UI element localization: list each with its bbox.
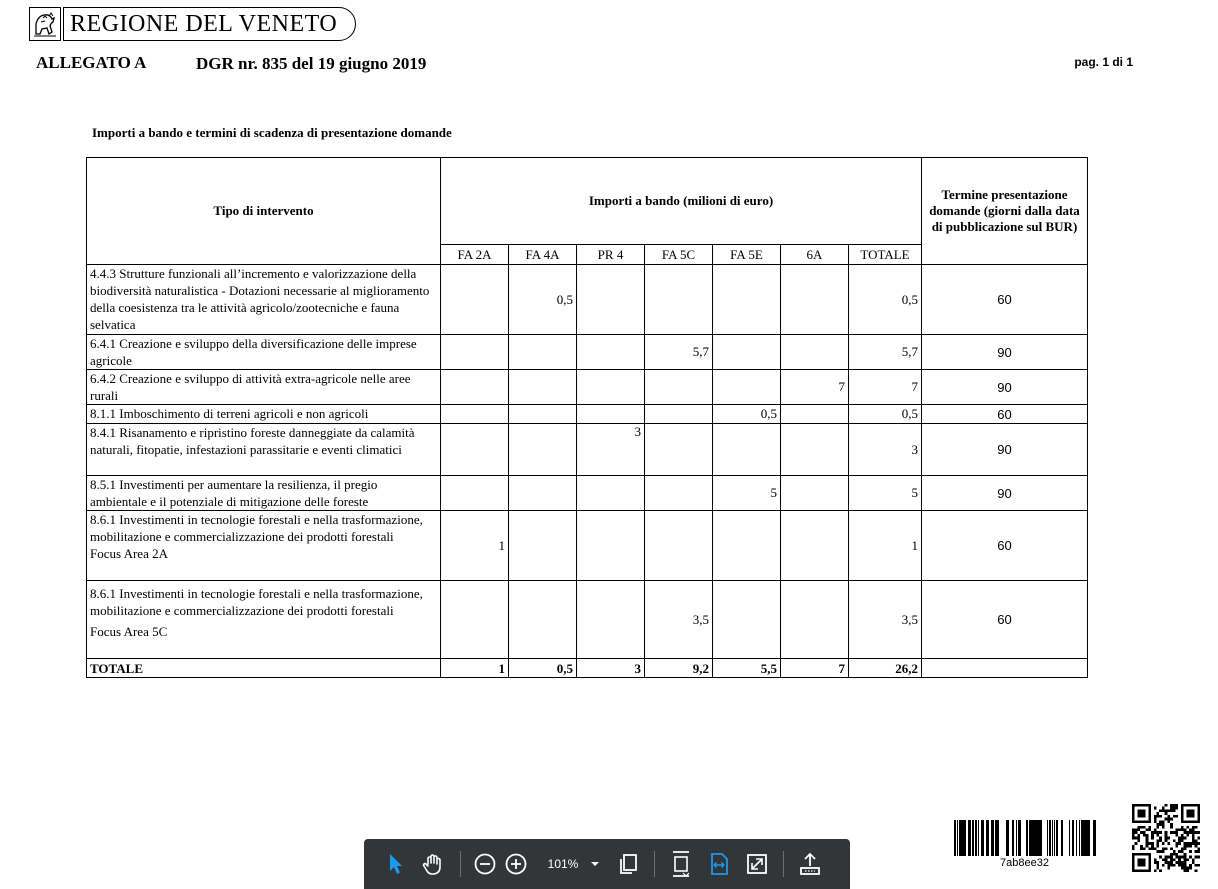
row-total: 3 bbox=[849, 424, 922, 476]
zoom-out-icon[interactable] bbox=[473, 853, 497, 875]
row-termine: 60 bbox=[922, 581, 1088, 659]
value-cell bbox=[781, 335, 849, 370]
value-cell bbox=[441, 265, 509, 335]
barcode-image bbox=[952, 820, 1097, 856]
totals-label: TOTALE bbox=[87, 659, 441, 678]
value-cell: 1 bbox=[441, 511, 509, 581]
barcode-text: 7ab8ee32 bbox=[1000, 857, 1049, 869]
row-total: 7 bbox=[849, 370, 922, 405]
value-cell bbox=[713, 370, 781, 405]
value-cell: 5 bbox=[713, 476, 781, 511]
cursor-icon[interactable] bbox=[382, 853, 410, 875]
regione-veneto-logo bbox=[29, 7, 356, 41]
value-cell bbox=[577, 370, 645, 405]
allegato-label: ALLEGATO A bbox=[36, 53, 147, 72]
value-cell bbox=[577, 511, 645, 581]
value-cell bbox=[713, 424, 781, 476]
toolbar-divider bbox=[783, 851, 784, 877]
row-description bbox=[87, 511, 441, 581]
row-termine: 90 bbox=[922, 424, 1088, 476]
dgr-reference: DGR nr. 835 del 19 giugno 2019 bbox=[196, 54, 427, 73]
value-cell: 0,5 bbox=[713, 405, 781, 424]
value-cell bbox=[713, 511, 781, 581]
subheader-fa4a: FA 4A bbox=[509, 245, 577, 265]
row-description: 8.5.1 Investimenti per aumentare la resilienza, il pregio ambientale e il potenziale di mitigazione delle foreste bbox=[87, 476, 441, 511]
row-termine: 60 bbox=[922, 405, 1088, 424]
row-total: 0,5 bbox=[849, 265, 922, 335]
subheader-fa5c: FA 5C bbox=[645, 245, 713, 265]
page-view-icon[interactable] bbox=[614, 853, 642, 875]
value-cell bbox=[441, 370, 509, 405]
row-description bbox=[87, 581, 441, 659]
value-cell bbox=[781, 405, 849, 424]
table-row bbox=[87, 265, 1088, 335]
chevron-down-icon bbox=[590, 860, 600, 868]
zoom-in-icon[interactable] bbox=[504, 853, 528, 875]
value-cell bbox=[509, 405, 577, 424]
row-total: 5,7 bbox=[849, 335, 922, 370]
value-cell bbox=[645, 370, 713, 405]
value-cell bbox=[441, 405, 509, 424]
value-cell: 0,5 bbox=[509, 265, 577, 335]
total-cell: 0,5 bbox=[509, 659, 577, 678]
value-cell bbox=[509, 476, 577, 511]
row-description: 4.4.3 Strutture funzionali all’incremento e valorizzazione della biodiversità naturalistica - Dotazioni necessarie al miglioramento della coesistenza tra le attività agricolo/zootecniche e fauna selvatica bbox=[87, 265, 441, 335]
row-total: 1 bbox=[849, 511, 922, 581]
table-row bbox=[87, 476, 1088, 511]
value-cell: 3,5 bbox=[645, 581, 713, 659]
lion-crest-icon bbox=[29, 7, 61, 41]
value-cell bbox=[441, 424, 509, 476]
row-description-text: 8.6.1 Investimenti in tecnologie forestali e nella trasformazione, mobilitazione e commercializzazione dei prodotti forestali bbox=[90, 586, 423, 618]
value-cell bbox=[509, 335, 577, 370]
focus-area-label: Focus Area 5C bbox=[90, 624, 168, 639]
value-cell bbox=[645, 424, 713, 476]
value-cell bbox=[509, 424, 577, 476]
page-number: pag. 1 di 1 bbox=[1074, 55, 1133, 69]
table-row bbox=[87, 335, 1088, 370]
value-cell bbox=[781, 424, 849, 476]
value-cell bbox=[441, 335, 509, 370]
value-cell bbox=[577, 265, 645, 335]
value-cell bbox=[713, 265, 781, 335]
total-cell: 9,2 bbox=[645, 659, 713, 678]
logo-wordmark bbox=[63, 7, 356, 41]
subheader-fa5e: FA 5E bbox=[713, 245, 781, 265]
subheader-fa2a: FA 2A bbox=[441, 245, 509, 265]
total-cell: 5,5 bbox=[713, 659, 781, 678]
pdf-toolbar bbox=[364, 839, 850, 889]
grand-total: 26,2 bbox=[849, 659, 922, 678]
zoom-select[interactable] bbox=[542, 857, 606, 871]
fit-height-icon[interactable] bbox=[667, 851, 695, 877]
toolbar-divider bbox=[654, 851, 655, 877]
subheader-pr4: PR 4 bbox=[577, 245, 645, 265]
document-subtitle: Importi a bando e termini di scadenza di presentazione domande bbox=[92, 125, 452, 140]
export-icon[interactable] bbox=[796, 852, 824, 876]
value-cell bbox=[645, 405, 713, 424]
value-cell bbox=[645, 265, 713, 335]
fit-width-icon[interactable] bbox=[705, 852, 733, 876]
value-cell: 3 bbox=[577, 424, 645, 476]
value-cell bbox=[781, 265, 849, 335]
subheader-totale: TOTALE bbox=[849, 245, 922, 265]
value-cell: 7 bbox=[781, 370, 849, 405]
value-cell bbox=[577, 405, 645, 424]
row-total: 5 bbox=[849, 476, 922, 511]
value-cell: 5,7 bbox=[645, 335, 713, 370]
value-cell bbox=[645, 476, 713, 511]
row-description: 6.4.2 Creazione e sviluppo di attività extra-agricole nelle aree rurali bbox=[87, 370, 441, 405]
value-cell bbox=[577, 335, 645, 370]
row-description: 8.1.1 Imboschimento di terreni agricoli e non agricoli bbox=[87, 405, 441, 424]
row-termine: 90 bbox=[922, 335, 1088, 370]
hand-icon[interactable] bbox=[418, 852, 448, 876]
table-row bbox=[87, 424, 1088, 476]
header-termine: Termine presentazione domande (giorni dalla data di pubblicazione sul BUR) bbox=[922, 158, 1088, 265]
total-cell: 1 bbox=[441, 659, 509, 678]
row-termine: 90 bbox=[922, 370, 1088, 405]
row-termine: 60 bbox=[922, 511, 1088, 581]
toolbar-divider bbox=[460, 851, 461, 877]
value-cell bbox=[781, 476, 849, 511]
totals-termine-empty bbox=[922, 659, 1088, 678]
table-row bbox=[87, 370, 1088, 405]
value-cell bbox=[577, 581, 645, 659]
fullscreen-icon[interactable] bbox=[743, 853, 771, 875]
funding-table bbox=[86, 157, 1088, 678]
value-cell bbox=[781, 581, 849, 659]
logo-text: REGIONE DEL VENETO bbox=[70, 10, 338, 37]
header-tipo-intervento: Tipo di intervento bbox=[87, 158, 441, 265]
value-cell bbox=[713, 581, 781, 659]
value-cell bbox=[509, 511, 577, 581]
value-cell bbox=[509, 581, 577, 659]
table-row bbox=[87, 581, 1088, 659]
value-cell bbox=[645, 511, 713, 581]
value-cell bbox=[713, 335, 781, 370]
value-cell bbox=[781, 511, 849, 581]
qr-code-image bbox=[1132, 804, 1200, 872]
row-total: 3,5 bbox=[849, 581, 922, 659]
total-cell: 3 bbox=[577, 659, 645, 678]
value-cell bbox=[441, 581, 509, 659]
subheader-6a: 6A bbox=[781, 245, 849, 265]
row-description: 8.4.1 Risanamento e ripristino foreste danneggiate da calamità naturali, fitopatie, infestazioni parassitarie e eventi climatici bbox=[87, 424, 441, 476]
value-cell bbox=[577, 476, 645, 511]
value-cell bbox=[509, 370, 577, 405]
row-termine: 60 bbox=[922, 265, 1088, 335]
zoom-level: 101% bbox=[547, 857, 579, 871]
row-total: 0,5 bbox=[849, 405, 922, 424]
totals-row bbox=[87, 659, 1088, 678]
row-description: 6.4.1 Creazione e sviluppo della diversificazione delle imprese agricole bbox=[87, 335, 441, 370]
value-cell bbox=[441, 476, 509, 511]
row-termine: 90 bbox=[922, 476, 1088, 511]
table-row bbox=[87, 405, 1088, 424]
total-cell: 7 bbox=[781, 659, 849, 678]
header-importi: Importi a bando (milioni di euro) bbox=[441, 158, 922, 245]
focus-area-label: Focus Area 2A bbox=[90, 546, 168, 561]
row-description-text: 8.6.1 Investimenti in tecnologie forestali e nella trasformazione, mobilitazione e commercializzazione dei prodotti forestali bbox=[90, 512, 423, 544]
table-row bbox=[87, 511, 1088, 581]
